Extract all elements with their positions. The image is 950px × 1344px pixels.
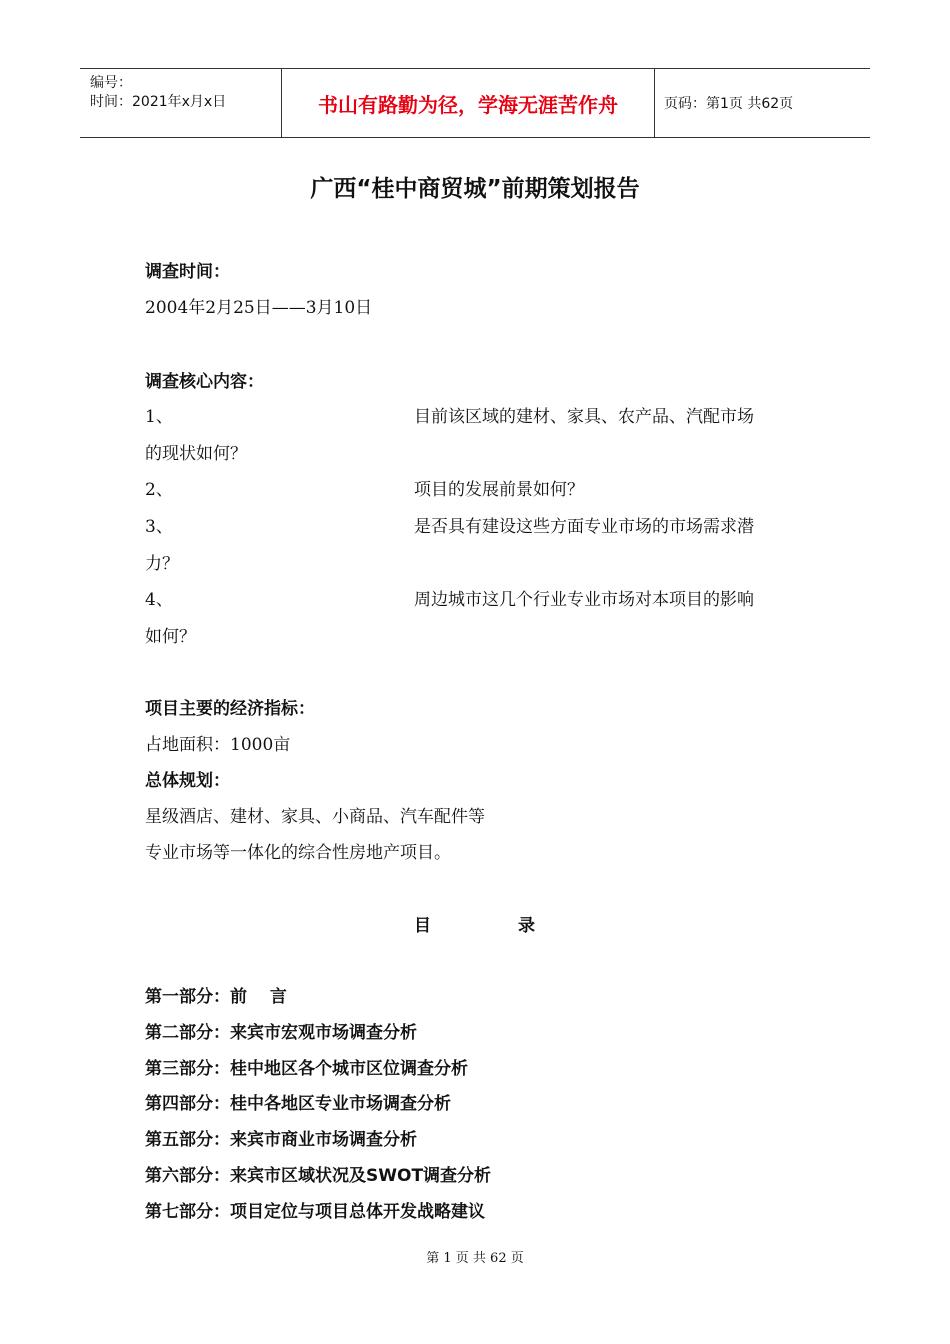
toc-heading bbox=[0, 911, 950, 935]
land-area: 占地面积：1000亩 bbox=[145, 735, 291, 755]
core-item-text: 周边城市这几个行业专业市场对本项目的影响 bbox=[414, 590, 754, 610]
core-item-continuation: 力？ bbox=[145, 554, 179, 574]
toc-item: 第三部分：桂中地区各个城市区位调查分析 bbox=[145, 1059, 468, 1079]
core-item-continuation: 如何？ bbox=[145, 627, 196, 647]
toc-item: 第四部分：桂中各地区专业市场调查分析 bbox=[145, 1094, 451, 1114]
toc-heading-char: 录 bbox=[518, 916, 535, 936]
header-info-cell bbox=[80, 69, 282, 137]
overall-plan-line: 星级酒店、建材、家具、小商品、汽车配件等 bbox=[145, 807, 485, 827]
core-item-number: 2、 bbox=[145, 480, 173, 500]
document-time-label: 时间：2021年x月x日 bbox=[90, 94, 227, 110]
core-item-text: 目前该区域的建材、家具、农产品、汽配市场 bbox=[414, 407, 754, 427]
core-item-text: 是否具有建设这些方面专业市场的市场需求潜 bbox=[414, 517, 754, 537]
toc-heading-char: 目 bbox=[414, 916, 431, 936]
core-item-continuation: 的现状如何？ bbox=[145, 444, 247, 464]
page-footer: 第 1 页 共 62 页 bbox=[426, 1251, 524, 1266]
core-item-text: 项目的发展前景如何？ bbox=[414, 480, 584, 500]
toc-item: 第一部分：前 言 bbox=[145, 987, 287, 1007]
toc-item: 第五部分：来宾市商业市场调查分析 bbox=[145, 1130, 417, 1150]
core-item-number: 1、 bbox=[145, 407, 173, 427]
header-page-number: 页码：第1页 共62页 bbox=[664, 96, 794, 112]
core-content-label: 调查核心内容： bbox=[145, 372, 264, 392]
core-item-number: 3、 bbox=[145, 517, 173, 537]
toc-item: 第六部分：来宾市区域状况及SWOT调查分析 bbox=[145, 1166, 492, 1186]
toc-item: 第七部分：项目定位与项目总体开发战略建议 bbox=[145, 1202, 485, 1222]
economic-indicators-label: 项目主要的经济指标： bbox=[145, 699, 315, 719]
survey-time-value: 2004年2月25日——3月10日 bbox=[145, 298, 373, 318]
core-item-number: 4、 bbox=[145, 590, 173, 610]
document-header bbox=[80, 68, 870, 138]
document-title: 广西“桂中商贸城”前期策划报告 bbox=[310, 176, 640, 202]
survey-time-label: 调查时间： bbox=[145, 262, 230, 282]
overall-plan-label: 总体规划： bbox=[145, 771, 230, 791]
overall-plan-line: 专业市场等一体化的综合性房地产项目。 bbox=[145, 843, 451, 863]
toc-item: 第二部分：来宾市宏观市场调查分析 bbox=[145, 1023, 417, 1043]
document-number-label: 编号： bbox=[90, 75, 132, 91]
header-motto: 书山有路勤为径，学海无涯苦作舟 bbox=[282, 69, 655, 137]
